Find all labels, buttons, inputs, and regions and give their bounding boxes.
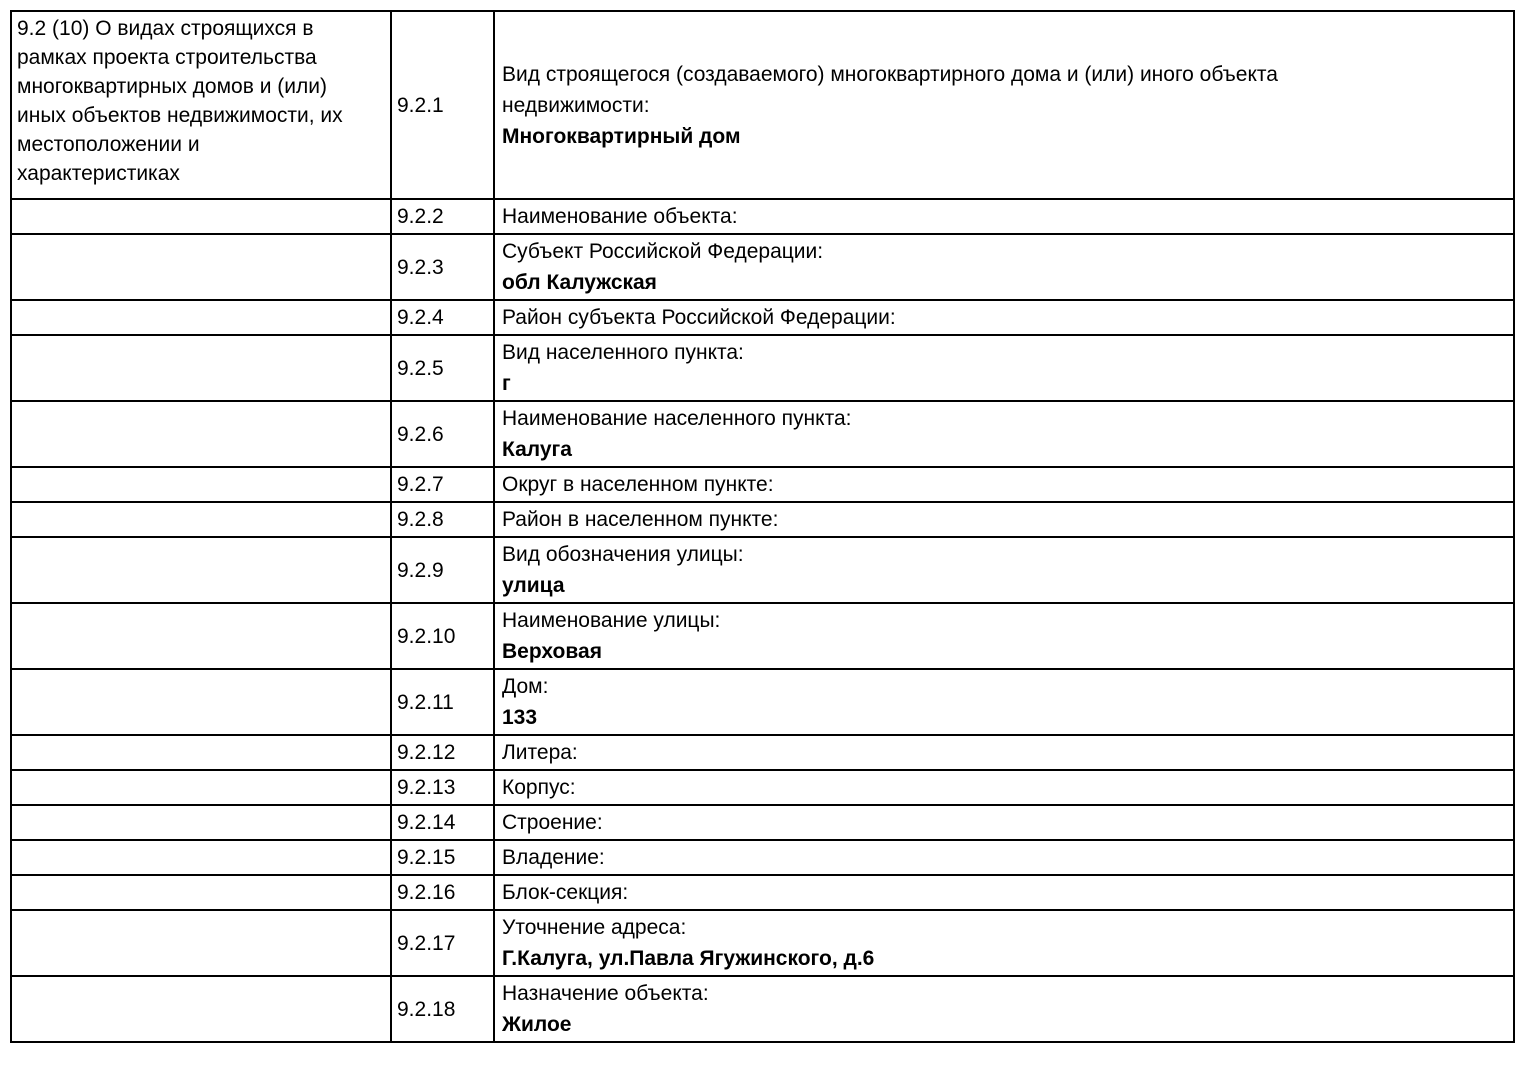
section-title-cell xyxy=(11,805,391,840)
table-row xyxy=(11,735,1514,770)
field-label: Назначение объекта: xyxy=(502,982,709,1005)
table-row xyxy=(11,502,1514,537)
field-label: Блок-секция: xyxy=(502,881,629,904)
row-content-cell xyxy=(494,335,1514,401)
row-number: 9.2.3 xyxy=(391,234,494,300)
table-row xyxy=(11,603,1514,669)
field-label: Дом: xyxy=(502,675,549,698)
row-number: 9.2.9 xyxy=(391,537,494,603)
row-content-cell xyxy=(494,805,1514,840)
field-value: Калуга xyxy=(502,438,572,461)
row-content-cell xyxy=(494,669,1514,735)
section-title-cell xyxy=(11,770,391,805)
field-label: Литера: xyxy=(502,741,578,764)
row-content-cell xyxy=(494,840,1514,875)
row-number: 9.2.13 xyxy=(391,770,494,805)
row-number: 9.2.18 xyxy=(391,976,494,1042)
table-row xyxy=(11,805,1514,840)
field-value: 133 xyxy=(502,706,538,729)
section-title-cell xyxy=(11,875,391,910)
table-row xyxy=(11,840,1514,875)
row-content-cell xyxy=(494,199,1514,234)
field-value: Многоквартирный дом xyxy=(502,124,741,148)
table-row xyxy=(11,770,1514,805)
row-number: 9.2.15 xyxy=(391,840,494,875)
field-label: Район в населенном пункте: xyxy=(502,508,779,531)
row-content-cell xyxy=(494,401,1514,467)
row-content-cell xyxy=(494,910,1514,976)
row-number: 9.2.5 xyxy=(391,335,494,401)
section-title-cell xyxy=(11,300,391,335)
table-row xyxy=(11,199,1514,234)
row-number: 9.2.10 xyxy=(391,603,494,669)
row-content-cell xyxy=(494,300,1514,335)
row-number: 9.2.2 xyxy=(391,199,494,234)
field-value: Жилое xyxy=(502,1013,572,1036)
section-title-cell xyxy=(11,603,391,669)
row-content-cell xyxy=(494,875,1514,910)
row-content-cell xyxy=(494,502,1514,537)
field-label: Район субъекта Российской Федерации: xyxy=(502,306,896,329)
section-title-cell xyxy=(11,537,391,603)
section-title-cell xyxy=(11,401,391,467)
row-content-cell xyxy=(494,234,1514,300)
table-row xyxy=(11,875,1514,910)
section-title-cell xyxy=(11,467,391,502)
row-content-cell xyxy=(494,770,1514,805)
field-label: Наименование населенного пункта: xyxy=(502,407,852,430)
row-content-cell xyxy=(494,11,1514,199)
table-row xyxy=(11,537,1514,603)
field-value: г xyxy=(502,372,511,395)
row-number: 9.2.14 xyxy=(391,805,494,840)
table-row xyxy=(11,401,1514,467)
row-number: 9.2.17 xyxy=(391,910,494,976)
row-number: 9.2.4 xyxy=(391,300,494,335)
field-label: Владение: xyxy=(502,846,605,869)
section-title-cell: 9.2 (10) О видах строящихся в рамках проекта строительства многоквартирных домов и (или) иных объектов недвижимости, их местоположении и характеристиках xyxy=(11,11,391,199)
table-row xyxy=(11,335,1514,401)
row-content-cell xyxy=(494,537,1514,603)
row-number: 9.2.7 xyxy=(391,467,494,502)
table-row xyxy=(11,300,1514,335)
field-label: Округ в населенном пункте: xyxy=(502,473,774,496)
row-content-cell xyxy=(494,603,1514,669)
project-declaration-table xyxy=(10,10,1515,1043)
row-content-cell xyxy=(494,735,1514,770)
section-title-cell xyxy=(11,669,391,735)
table-row xyxy=(11,234,1514,300)
table-row xyxy=(11,467,1514,502)
field-value: Г.Калуга, ул.Павла Ягужинского, д.6 xyxy=(502,947,875,970)
table-row xyxy=(11,11,1514,199)
section-title-cell xyxy=(11,335,391,401)
row-number: 9.2.12 xyxy=(391,735,494,770)
row-number: 9.2.1 xyxy=(391,11,494,199)
table-row xyxy=(11,910,1514,976)
table-row xyxy=(11,976,1514,1042)
field-label: Субъект Российской Федерации: xyxy=(502,240,824,263)
field-label: Вид обозначения улицы: xyxy=(502,543,744,566)
field-label: Наименование улицы: xyxy=(502,609,721,632)
section-title-cell xyxy=(11,735,391,770)
section-title-cell xyxy=(11,234,391,300)
table-body xyxy=(11,11,1514,1042)
section-title-cell xyxy=(11,502,391,537)
section-title-cell xyxy=(11,976,391,1042)
row-number: 9.2.11 xyxy=(391,669,494,735)
field-label: Вид населенного пункта: xyxy=(502,341,744,364)
section-title-cell xyxy=(11,910,391,976)
row-content-cell xyxy=(494,976,1514,1042)
field-value: обл Калужская xyxy=(502,271,657,294)
field-label: Вид строящегося (создаваемого) многоквартирного дома и (или) иного объекта недвижимости: xyxy=(502,62,1278,117)
row-number: 9.2.6 xyxy=(391,401,494,467)
row-number: 9.2.8 xyxy=(391,502,494,537)
field-label: Наименование объекта: xyxy=(502,205,738,228)
section-title-cell xyxy=(11,199,391,234)
section-title-cell xyxy=(11,840,391,875)
field-label: Уточнение адреса: xyxy=(502,916,687,939)
field-value: улица xyxy=(502,574,565,597)
field-label: Корпус: xyxy=(502,776,576,799)
row-content-cell xyxy=(494,467,1514,502)
row-number: 9.2.16 xyxy=(391,875,494,910)
field-value: Верховая xyxy=(502,640,602,663)
field-label: Строение: xyxy=(502,811,603,834)
table-row xyxy=(11,669,1514,735)
